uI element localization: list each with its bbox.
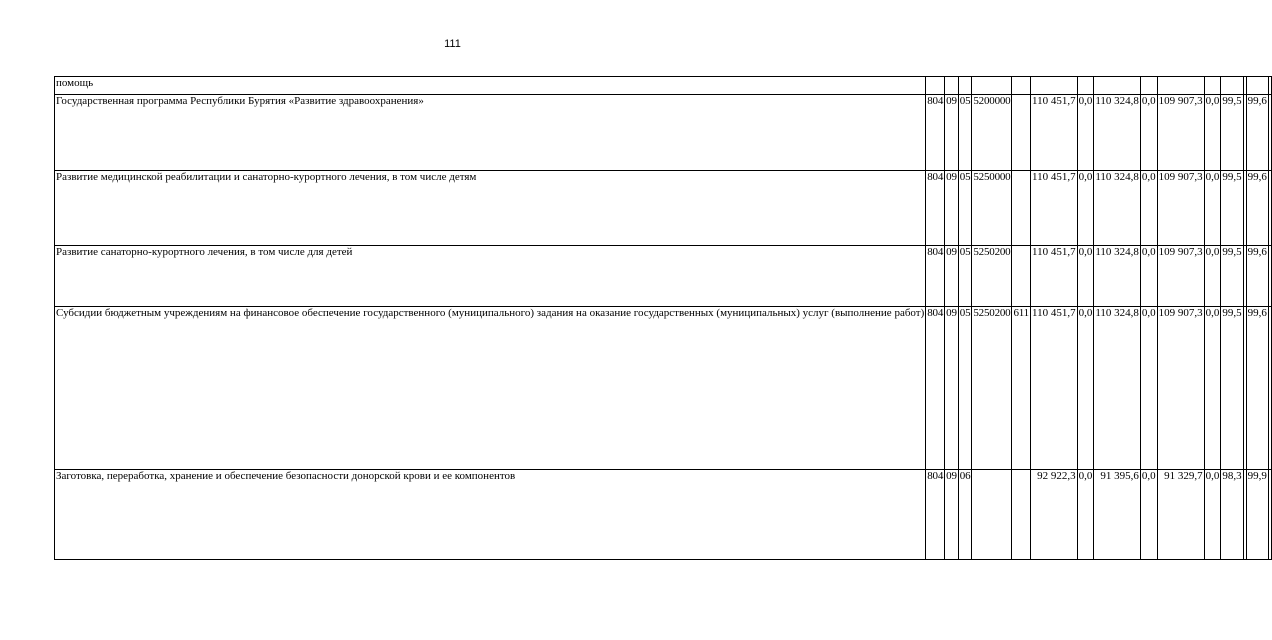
executed-amount-cell: 109 907,3 bbox=[1157, 171, 1204, 246]
percent-plan-cell: 98,3 bbox=[1221, 470, 1243, 560]
approved-amount-cell: 110 324,8 bbox=[1094, 307, 1141, 470]
page-number: 111 bbox=[444, 38, 461, 50]
subsection-cell: 05 bbox=[958, 171, 972, 246]
executed-change-cell: 0,0 bbox=[1204, 470, 1221, 560]
grbs-cell: 804 bbox=[926, 470, 945, 560]
section-cell: 09 bbox=[945, 307, 959, 470]
plan-amount-cell: 110 451,7 bbox=[1030, 95, 1077, 171]
percent-approved-cell: 99,6 bbox=[1246, 95, 1268, 171]
section-cell: 09 bbox=[945, 470, 959, 560]
approved-change-cell: 0,0 bbox=[1140, 246, 1157, 307]
approved-amount-cell bbox=[1094, 77, 1141, 95]
target-article-cell bbox=[972, 77, 1012, 95]
table-row bbox=[55, 307, 1272, 470]
target-article-cell: 5200000 bbox=[972, 95, 1012, 171]
expense-type-cell: 611 bbox=[1012, 307, 1031, 470]
budget-execution-table bbox=[54, 76, 1272, 560]
table-row bbox=[55, 470, 1272, 560]
approved-change-cell: 0,0 bbox=[1140, 307, 1157, 470]
plan-change-cell: 0,0 bbox=[1077, 171, 1094, 246]
executed-amount-cell: 109 907,3 bbox=[1157, 307, 1204, 470]
row-name-cell: Развитие медицинской реабилитации и санаторно-курортного лечения, в том числе детям bbox=[55, 171, 926, 246]
table-row bbox=[55, 77, 1272, 95]
approved-amount-cell: 110 324,8 bbox=[1094, 95, 1141, 171]
executed-amount-cell bbox=[1157, 77, 1204, 95]
table-row bbox=[55, 246, 1272, 307]
grbs-cell: 804 bbox=[926, 95, 945, 171]
plan-change-cell: 0,0 bbox=[1077, 95, 1094, 171]
grbs-cell bbox=[926, 77, 945, 95]
expense-type-cell bbox=[1012, 470, 1031, 560]
section-cell: 09 bbox=[945, 95, 959, 171]
executed-change-cell: 0,0 bbox=[1204, 95, 1221, 171]
plan-change-cell: 0,0 bbox=[1077, 246, 1094, 307]
empty-cell bbox=[1268, 77, 1271, 95]
plan-change-cell bbox=[1077, 77, 1094, 95]
section-cell: 09 bbox=[945, 171, 959, 246]
percent-plan-cell: 99,5 bbox=[1221, 307, 1243, 470]
row-name-cell: Субсидии бюджетным учреждениям на финансовое обеспечение государственного (муниципального) задания на оказание государственных (муниципальных) услуг (выполнение работ) bbox=[55, 307, 926, 470]
table-body bbox=[55, 77, 1272, 560]
plan-amount-cell: 110 451,7 bbox=[1030, 307, 1077, 470]
expense-type-cell bbox=[1012, 171, 1031, 246]
percent-plan-cell bbox=[1221, 77, 1243, 95]
plan-change-cell: 0,0 bbox=[1077, 307, 1094, 470]
percent-approved-cell: 99,6 bbox=[1246, 246, 1268, 307]
subsection-cell bbox=[958, 77, 972, 95]
approved-change-cell bbox=[1140, 77, 1157, 95]
expense-type-cell bbox=[1012, 77, 1031, 95]
table-row bbox=[55, 171, 1272, 246]
section-cell: 09 bbox=[945, 246, 959, 307]
target-article-cell: 5250200 bbox=[972, 246, 1012, 307]
plan-change-cell: 0,0 bbox=[1077, 470, 1094, 560]
subsection-cell: 05 bbox=[958, 246, 972, 307]
table-row bbox=[55, 95, 1272, 171]
target-article-cell bbox=[972, 470, 1012, 560]
percent-approved-cell: 99,6 bbox=[1246, 307, 1268, 470]
executed-change-cell: 0,0 bbox=[1204, 246, 1221, 307]
executed-change-cell: 0,0 bbox=[1204, 171, 1221, 246]
executed-change-cell bbox=[1204, 77, 1221, 95]
target-article-cell: 5250000 bbox=[972, 171, 1012, 246]
row-name-cell: Заготовка, переработка, хранение и обеспечение безопасности донорской крови и ее компонентов bbox=[55, 470, 926, 560]
empty-cell bbox=[1268, 470, 1271, 560]
approved-amount-cell: 91 395,6 bbox=[1094, 470, 1141, 560]
subsection-cell: 05 bbox=[958, 307, 972, 470]
target-article-cell: 5250200 bbox=[972, 307, 1012, 470]
percent-approved-cell bbox=[1246, 77, 1268, 95]
empty-cell bbox=[1268, 171, 1271, 246]
row-name-cell: помощь bbox=[55, 77, 926, 95]
approved-amount-cell: 110 324,8 bbox=[1094, 171, 1141, 246]
executed-amount-cell: 91 329,7 bbox=[1157, 470, 1204, 560]
plan-amount-cell bbox=[1030, 77, 1077, 95]
percent-approved-cell: 99,9 bbox=[1246, 470, 1268, 560]
empty-cell bbox=[1268, 95, 1271, 171]
executed-amount-cell: 109 907,3 bbox=[1157, 95, 1204, 171]
subsection-cell: 06 bbox=[958, 470, 972, 560]
grbs-cell: 804 bbox=[926, 171, 945, 246]
executed-amount-cell: 109 907,3 bbox=[1157, 246, 1204, 307]
percent-plan-cell: 99,5 bbox=[1221, 246, 1243, 307]
percent-approved-cell: 99,6 bbox=[1246, 171, 1268, 246]
row-name-cell: Развитие санаторно-курортного лечения, в том числе для детей bbox=[55, 246, 926, 307]
row-name-cell: Государственная программа Республики Бурятия «Развитие здравоохранения» bbox=[55, 95, 926, 171]
executed-change-cell: 0,0 bbox=[1204, 307, 1221, 470]
section-cell bbox=[945, 77, 959, 95]
approved-change-cell: 0,0 bbox=[1140, 171, 1157, 246]
empty-cell bbox=[1268, 246, 1271, 307]
subsection-cell: 05 bbox=[958, 95, 972, 171]
empty-cell bbox=[1268, 307, 1271, 470]
approved-change-cell: 0,0 bbox=[1140, 95, 1157, 171]
percent-plan-cell: 99,5 bbox=[1221, 171, 1243, 246]
percent-plan-cell: 99,5 bbox=[1221, 95, 1243, 171]
plan-amount-cell: 110 451,7 bbox=[1030, 246, 1077, 307]
plan-amount-cell: 110 451,7 bbox=[1030, 171, 1077, 246]
expense-type-cell bbox=[1012, 246, 1031, 307]
plan-amount-cell: 92 922,3 bbox=[1030, 470, 1077, 560]
grbs-cell: 804 bbox=[926, 246, 945, 307]
grbs-cell: 804 bbox=[926, 307, 945, 470]
expense-type-cell bbox=[1012, 95, 1031, 171]
approved-amount-cell: 110 324,8 bbox=[1094, 246, 1141, 307]
approved-change-cell: 0,0 bbox=[1140, 470, 1157, 560]
